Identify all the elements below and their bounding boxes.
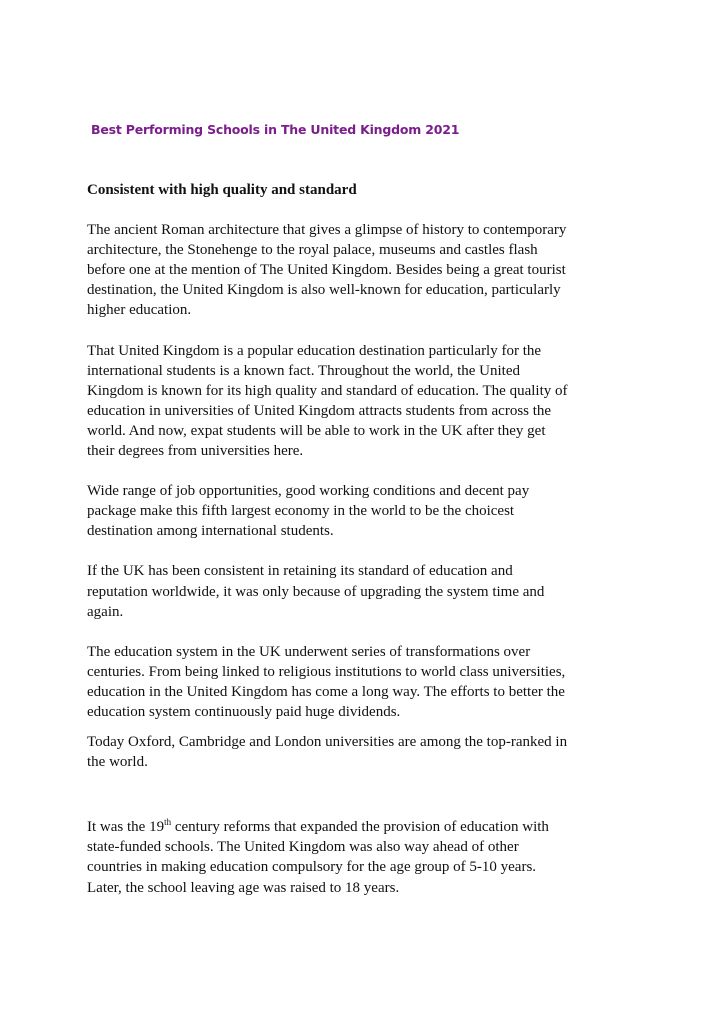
- paragraph-6: [87, 732, 647, 772]
- document-body: [87, 180, 647, 918]
- text-line: their degrees from universities here.: [87, 443, 304, 460]
- text-line: That United Kingdom is a popular education destination particularly for the: [87, 342, 542, 359]
- text-line: Kingdom is known for its high quality and standard of education. The quality of: [87, 382, 568, 399]
- text-line: package make this fifth largest economy in the world to be the choicest: [87, 503, 515, 520]
- section-heading: Consistent with high quality and standard: [87, 182, 357, 198]
- text-line: architecture, the Stonehenge to the royal palace, museums and castles flash: [87, 242, 538, 259]
- text-line: destination, the United Kingdom is also well-known for education, particularly: [87, 282, 561, 299]
- ordinal-superscript: th: [164, 817, 172, 828]
- text-fragment: century reforms that expanded the provision of education with: [171, 819, 549, 836]
- text-line: countries in making education compulsory for the age group of 5-10 years.: [87, 859, 537, 876]
- text-line: reputation worldwide, it was only because of upgrading the system time and: [87, 583, 545, 600]
- paragraph-2: [87, 341, 647, 462]
- text-line: Today Oxford, Cambridge and London universities are among the top-ranked in: [87, 734, 568, 751]
- text-line: the world.: [87, 754, 148, 771]
- text-line: education in universities of United Kingdom attracts students from across the: [87, 402, 552, 419]
- text-line: Later, the school leaving age was raised to 18 years.: [87, 879, 400, 896]
- paragraph-7: [87, 817, 647, 897]
- document-title: Best Performing Schools in The United Kingdom 2021: [91, 122, 460, 137]
- text-line: If the UK has been consistent in retaining its standard of education and: [87, 563, 513, 580]
- text-fragment: It was the 19: [87, 819, 165, 836]
- text-line: Wide range of job opportunities, good working conditions and decent pay: [87, 483, 530, 500]
- paragraph-4: [87, 561, 647, 621]
- text-line: higher education.: [87, 302, 192, 319]
- text-line: The ancient Roman architecture that gives a glimpse of history to contemporary: [87, 222, 567, 239]
- text-line: [87, 817, 647, 837]
- text-line: state-funded schools. The United Kingdom was also way ahead of other: [87, 839, 519, 856]
- text-line: centuries. From being linked to religious institutions to world class universities,: [87, 663, 566, 680]
- text-line: world. And now, expat students will be able to work in the UK after they get: [87, 422, 546, 439]
- paragraph-1: [87, 220, 647, 320]
- text-line: education in the United Kingdom has come a long way. The efforts to better the: [87, 683, 565, 700]
- text-line: destination among international students.: [87, 523, 334, 540]
- paragraph-5: [87, 642, 647, 722]
- text-line: education system continuously paid huge dividends.: [87, 703, 401, 720]
- text-line: The education system in the UK underwent series of transformations over: [87, 643, 531, 660]
- text-line: international students is a known fact. Throughout the world, the United: [87, 362, 520, 379]
- paragraph-3: [87, 481, 647, 541]
- text-line: again.: [87, 603, 124, 620]
- text-line: before one at the mention of The United Kingdom. Besides being a great tourist: [87, 262, 566, 279]
